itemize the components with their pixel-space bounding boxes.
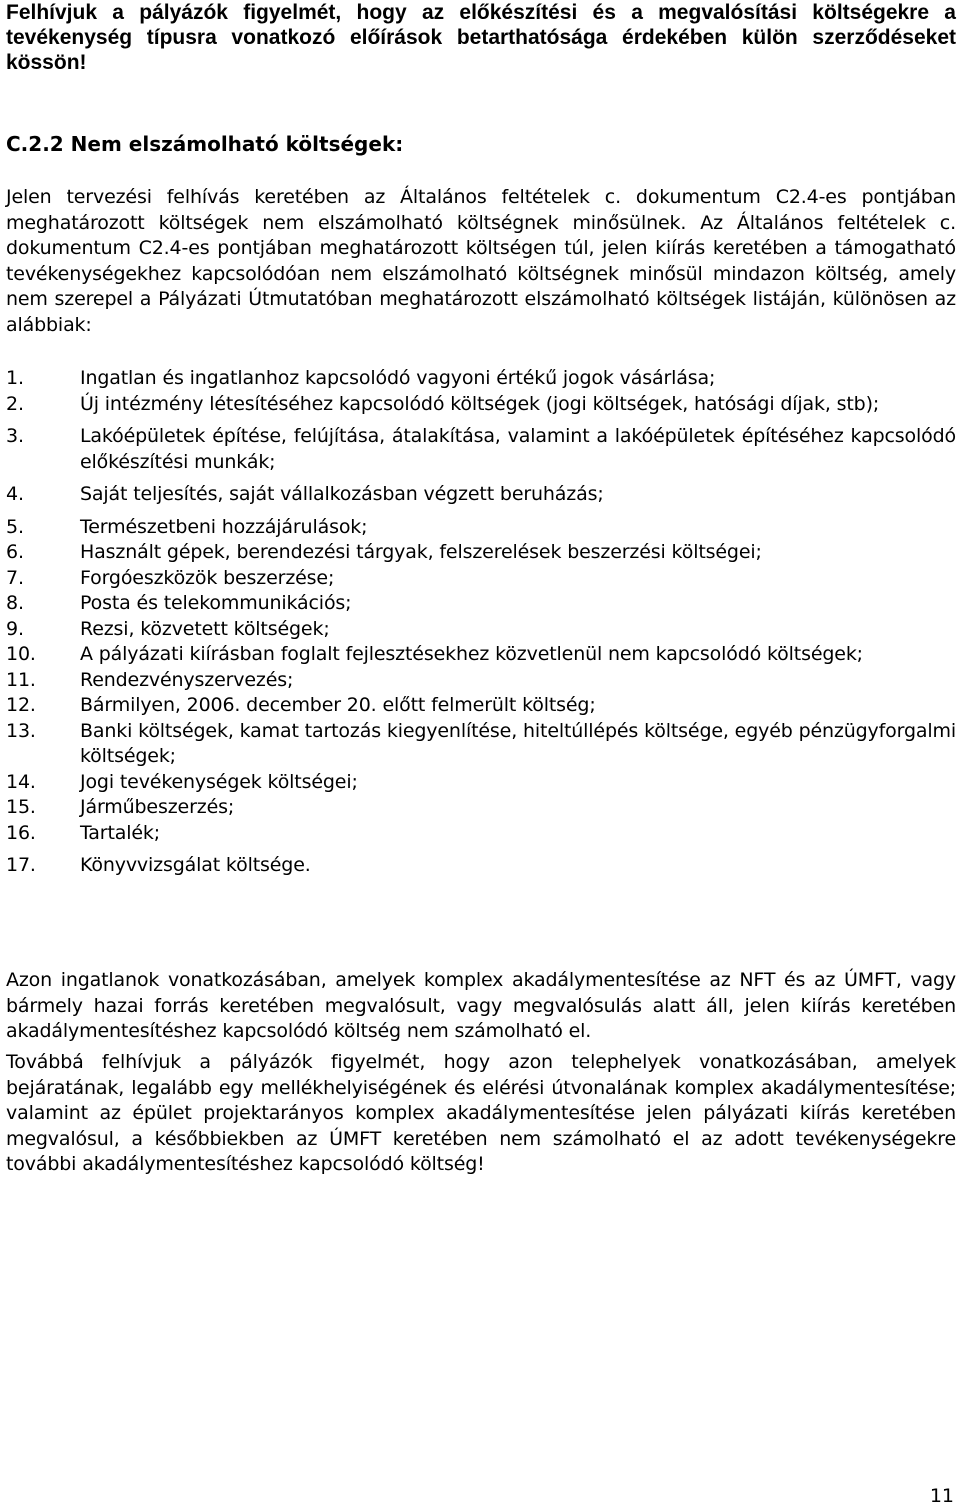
list-item-text: Könyvvizsgálat költsége. bbox=[80, 854, 311, 876]
list-item-number: 13. bbox=[6, 719, 36, 742]
list-item bbox=[6, 642, 956, 668]
non-eligible-cost-list bbox=[6, 366, 956, 879]
list-item-number: 1. bbox=[6, 367, 24, 389]
list-item-text: Banki költségek, kamat tartozás kiegyenlítése, hiteltúllépés költsége, egyéb pénzügyforgalmi költségek; bbox=[80, 719, 956, 767]
paragraph-accessibility-nft: Azon ingatlanok vonatkozásában, amelyek komplex akadálymentesítése az NFT és az ÚMFT, vagy bármely hazai forrás keretében megvalósult, vagy megvalósulás alatt áll, jelen kiírás keretében akadálymentesítéshez kapcsolódó költség nem számolható el. bbox=[6, 969, 956, 1042]
list-item-text: Tartalék; bbox=[80, 821, 161, 844]
paragraph-general-conditions: Jelen tervezési felhívás keretében az Általános feltételek c. dokumentum C2.4-es pontjában meghatározott költségek nem elszámolható költségnek minősülnek. Az Általános feltételek c. dokumentum C2.4-es pontjában meghatározott költségen túl, jelen kiírás keretében a támogatható tevékenységekhez kapcsolódóan nem elszámolható költségnek minősül mindazon költség, amely nem szerepel a Pályázati Útmutatóban meghatározott elszámolható költségek listáján, különösen az alábbiak: bbox=[6, 186, 956, 336]
list-item-number: 9. bbox=[6, 617, 24, 640]
list-item bbox=[6, 424, 956, 475]
list-item-number: 17. bbox=[6, 854, 36, 876]
list-item-number: 14. bbox=[6, 770, 36, 793]
section-heading: C.2.2 Nem elszámolható költségek: bbox=[6, 132, 404, 156]
list-item-text: Használt gépek, berendezési tárgyak, felszerelések beszerzési költségei; bbox=[80, 541, 762, 563]
list-item bbox=[6, 591, 956, 617]
list-item-number: 11. bbox=[6, 668, 36, 691]
list-item-number: 7. bbox=[6, 566, 24, 589]
list-item-text: Posta és telekommunikációs; bbox=[80, 592, 352, 614]
list-item-number: 3. bbox=[6, 425, 24, 447]
list-item-text: Járműbeszerzés; bbox=[80, 796, 235, 818]
list-item-text: Rendezvényszervezés; bbox=[80, 668, 294, 691]
list-item-number: 15. bbox=[6, 796, 36, 818]
paragraph-accessibility-sites: Továbbá felhívjuk a pályázók figyelmét, hogy azon telephelyek vonatkozásában, amelyek bejáratának, legalább egy mellékhelyiségének és elérési útvonalának komplex akadálymentesítése; valamint az épület projektarányos komplex akadálymentesítése jelen pályázati kiírás keretében megvalósul, a későbbiekben az ÚMFT keretében nem számolható el az adott tevékenységekre további akadálymentesítéshez kapcsolódó költség! bbox=[6, 1051, 956, 1175]
list-item bbox=[6, 770, 956, 796]
list-item bbox=[6, 540, 956, 566]
list-item bbox=[6, 515, 956, 541]
list-item-number: 12. bbox=[6, 694, 36, 716]
list-item-text: Ingatlan és ingatlanhoz kapcsolódó vagyoni értékű jogok vásárlása; bbox=[80, 367, 716, 389]
list-item bbox=[6, 482, 956, 508]
page-number: 11 bbox=[929, 1485, 954, 1507]
list-item-number: 16. bbox=[6, 821, 36, 844]
list-item-text: Természetbeni hozzájárulások; bbox=[80, 515, 368, 538]
list-item-number: 8. bbox=[6, 592, 24, 614]
list-item-text: Jogi tevékenységek költségei; bbox=[80, 770, 358, 793]
list-item bbox=[6, 693, 956, 719]
list-item bbox=[6, 795, 956, 821]
list-item bbox=[6, 668, 956, 694]
list-item-number: 10. bbox=[6, 643, 36, 665]
list-item-text: Új intézmény létesítéséhez kapcsolódó költségek (jogi költségek, hatósági díjak, stb); bbox=[80, 392, 880, 415]
list-item bbox=[6, 392, 956, 418]
list-item-text: A pályázati kiírásban foglalt fejlesztésekhez közvetlenül nem kapcsolódó költségek; bbox=[80, 643, 863, 665]
list-item-number: 4. bbox=[6, 483, 24, 505]
list-item bbox=[6, 853, 956, 879]
list-item bbox=[6, 617, 956, 643]
list-item-text: Rezsi, közvetett költségek; bbox=[80, 617, 330, 640]
list-item-number: 6. bbox=[6, 541, 24, 563]
list-item-number: 2. bbox=[6, 392, 24, 415]
list-item bbox=[6, 566, 956, 592]
list-item bbox=[6, 719, 956, 770]
list-item bbox=[6, 821, 956, 847]
list-item-text: Saját teljesítés, saját vállalkozásban végzett beruházás; bbox=[80, 483, 604, 505]
list-item bbox=[6, 366, 956, 392]
intro-notice: Felhívjuk a pályázók figyelmét, hogy az előkészítési és a megvalósítási költségekre a tevékenység típusra vonatkozó előírások betarthatósága érdekében külön szerződéseket kössön! bbox=[6, 1, 956, 74]
list-item-text: Lakóépületek építése, felújítása, átalakítása, valamint a lakóépületek építéséhez kapcsolódó előkészítési munkák; bbox=[80, 425, 956, 473]
list-item-text: Forgóeszközök beszerzése; bbox=[80, 566, 335, 589]
list-item-number: 5. bbox=[6, 515, 24, 538]
list-item-text: Bármilyen, 2006. december 20. előtt felmerült költség; bbox=[80, 694, 596, 716]
